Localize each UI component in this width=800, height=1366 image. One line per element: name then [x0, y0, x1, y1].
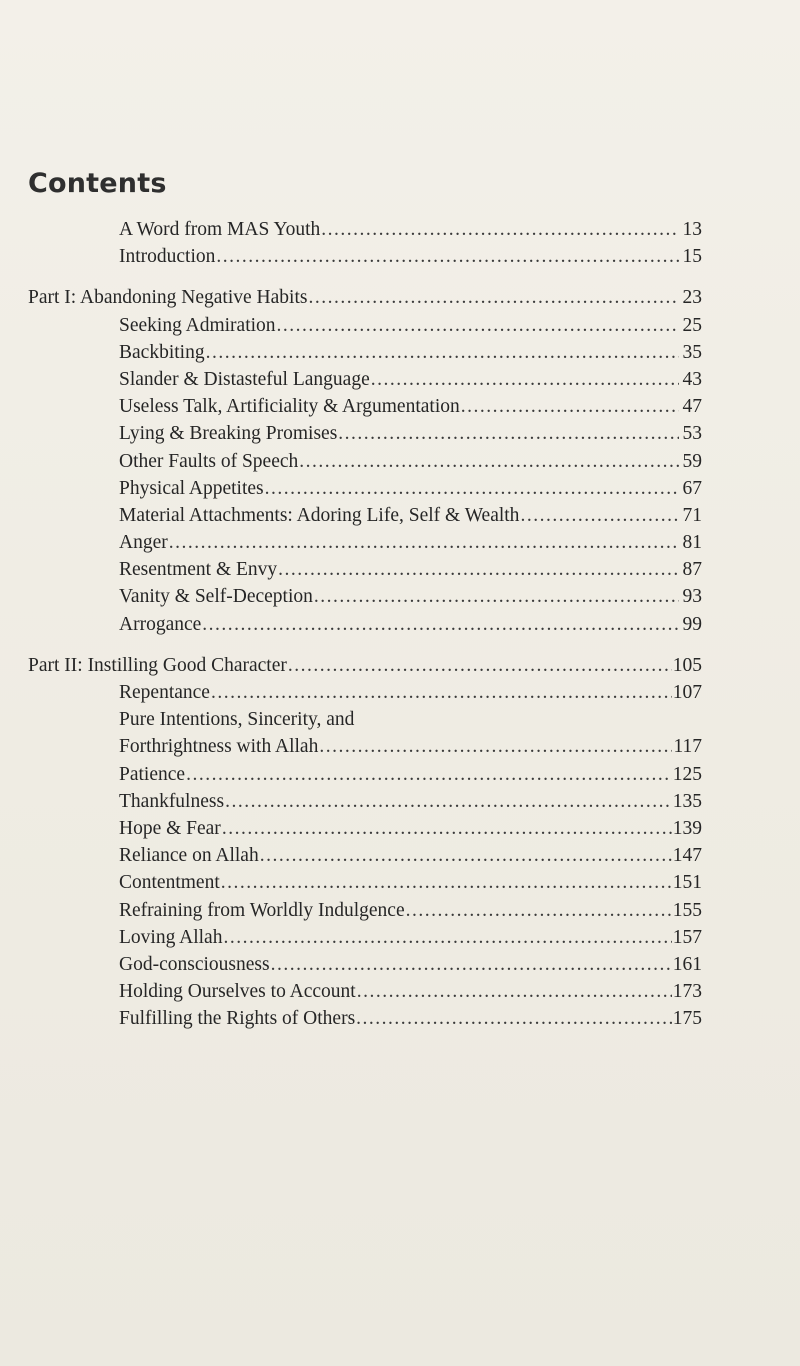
- dot-leader: [186, 761, 672, 788]
- toc-page-number: 25: [682, 314, 702, 336]
- toc-entry: [28, 924, 702, 951]
- dot-leader: [299, 448, 679, 475]
- toc-entry: [28, 761, 702, 788]
- toc-entry-title: Resentment & Envy: [119, 559, 278, 581]
- toc-part-entry: [28, 652, 702, 679]
- toc-entry-title: Physical Appetites: [119, 477, 264, 499]
- toc-entry: [28, 339, 702, 366]
- toc-entry-title: Patience: [119, 763, 186, 785]
- dot-leader: [308, 284, 679, 311]
- toc-entry: [28, 475, 702, 502]
- dot-leader: [461, 393, 679, 420]
- toc-entry-title: Thankfulness: [119, 790, 225, 812]
- toc-entry: [28, 366, 702, 393]
- toc-entry-title: Reliance on Allah: [119, 845, 259, 867]
- dot-leader: [271, 951, 672, 978]
- toc-entry: [28, 869, 702, 896]
- toc-entry-title: Repentance: [119, 682, 210, 703]
- toc-entry-title: Other Faults of Speech: [119, 450, 299, 472]
- toc-entry-title: Forthrightness with Allah: [119, 736, 319, 758]
- dot-leader: [520, 502, 679, 529]
- dot-leader: [277, 312, 679, 339]
- toc-entry-title: Material Attachments: Adoring Life, Self & Wealth: [119, 504, 520, 526]
- toc-entry: [28, 978, 702, 1005]
- toc-page-number: 15: [682, 246, 702, 268]
- toc-page-number: 53: [682, 423, 702, 445]
- toc-entry-title: A Word from MAS Youth: [119, 219, 321, 240]
- dot-leader: [406, 897, 672, 924]
- toc-page-number: 67: [682, 477, 702, 499]
- dot-leader: [314, 583, 679, 610]
- toc-entry: [28, 312, 702, 339]
- toc-page-number: 59: [682, 450, 702, 472]
- toc-page-number: 105: [672, 654, 702, 676]
- toc-entry: [28, 788, 702, 815]
- toc-entry: [28, 611, 702, 638]
- toc-page-number: 43: [682, 368, 702, 390]
- dot-leader: [288, 652, 672, 679]
- toc-page-number: 173: [672, 981, 702, 1003]
- dot-leader: [211, 679, 672, 706]
- toc-entry: [28, 529, 702, 556]
- toc-page-number: 87: [682, 559, 702, 581]
- toc-entry: [28, 556, 702, 583]
- toc-page-number: 157: [672, 926, 702, 948]
- dot-leader: [206, 339, 679, 366]
- toc-entry: [28, 243, 702, 270]
- toc-entry-title: God-consciousness: [119, 953, 270, 975]
- dot-leader: [169, 529, 679, 556]
- toc-entry: [28, 733, 702, 760]
- toc-entry: [28, 393, 702, 420]
- toc-entry-title: Lying & Breaking Promises: [119, 423, 338, 445]
- toc-entry: [28, 815, 702, 842]
- toc-entry: [28, 502, 702, 529]
- toc-page-number: 99: [682, 613, 702, 635]
- toc-page-number: 107: [672, 682, 702, 703]
- toc-entry-title: Vanity & Self-Deception: [119, 586, 313, 608]
- toc-page-number: 13: [682, 219, 702, 240]
- toc-entry-title: Backbiting: [119, 341, 205, 363]
- toc-entry: [28, 420, 702, 447]
- toc-part-entry: [28, 284, 702, 311]
- dot-leader: [371, 366, 679, 393]
- dot-leader: [265, 475, 679, 502]
- toc-page-number: 175: [672, 1008, 702, 1030]
- toc-entry-title: Refraining from Worldly Indulgence: [119, 899, 405, 921]
- toc-entry: [28, 216, 702, 243]
- toc-entry-title: Contentment: [119, 872, 220, 894]
- dot-leader: [357, 978, 672, 1005]
- toc-page-number: 125: [672, 763, 702, 785]
- toc-entry-title: Holding Ourselves to Account: [119, 981, 356, 1003]
- toc-page-number: 71: [682, 504, 702, 526]
- page-title: Contents: [28, 168, 167, 199]
- toc-entry: [28, 706, 702, 733]
- toc-entry-title: Part I: Abandoning Negative Habits: [28, 287, 308, 309]
- toc-page-number: 155: [672, 899, 702, 921]
- toc-entry: [28, 897, 702, 924]
- toc-entry: [28, 583, 702, 610]
- toc-page-number: 151: [672, 872, 702, 894]
- toc-entry-title: Introduction: [119, 246, 216, 268]
- dot-leader: [278, 556, 679, 583]
- toc-entry-title: Pure Intentions, Sincerity, and: [119, 709, 355, 731]
- toc-entry-title: Arrogance: [119, 613, 202, 635]
- toc-page-number: 161: [672, 953, 702, 975]
- toc-entry: [28, 951, 702, 978]
- toc-entry-title: Slander & Distasteful Language: [119, 368, 370, 390]
- toc-entry: [28, 679, 702, 706]
- toc-entry-title: Anger: [119, 532, 168, 554]
- toc-page-number: 117: [673, 736, 702, 758]
- dot-leader: [202, 611, 679, 638]
- toc-page-number: 139: [672, 817, 702, 839]
- dot-leader: [338, 420, 679, 447]
- dot-leader: [319, 733, 672, 760]
- dot-leader: [321, 216, 679, 243]
- toc-entry: [28, 1005, 702, 1032]
- toc-entry-title: Useless Talk, Artificiality & Argumentation: [119, 396, 460, 418]
- toc-entry-title: Seeking Admiration: [119, 314, 276, 336]
- toc-page-number: 81: [682, 532, 702, 554]
- toc-entry-title: Hope & Fear: [119, 817, 221, 839]
- table-of-contents: [28, 216, 702, 1032]
- toc-page-number: 47: [682, 396, 702, 418]
- dot-leader: [356, 1005, 672, 1032]
- toc-entry-title: Fulfilling the Rights of Others: [119, 1008, 356, 1030]
- toc-entry-title: Part II: Instilling Good Character: [28, 654, 287, 676]
- toc-page-number: 23: [682, 287, 702, 309]
- toc-page-number: 93: [682, 586, 702, 608]
- dot-leader: [216, 243, 679, 270]
- toc-entry-title: Loving Allah: [119, 926, 223, 948]
- toc-page-number: 147: [672, 845, 702, 867]
- dot-leader: [225, 788, 672, 815]
- dot-leader: [223, 924, 671, 951]
- dot-leader: [260, 842, 672, 869]
- dot-leader: [221, 869, 672, 896]
- toc-page-number: 135: [672, 790, 702, 812]
- dot-leader: [222, 815, 672, 842]
- toc-entry: [28, 842, 702, 869]
- toc-page-number: 35: [682, 341, 702, 363]
- toc-entry: [28, 448, 702, 475]
